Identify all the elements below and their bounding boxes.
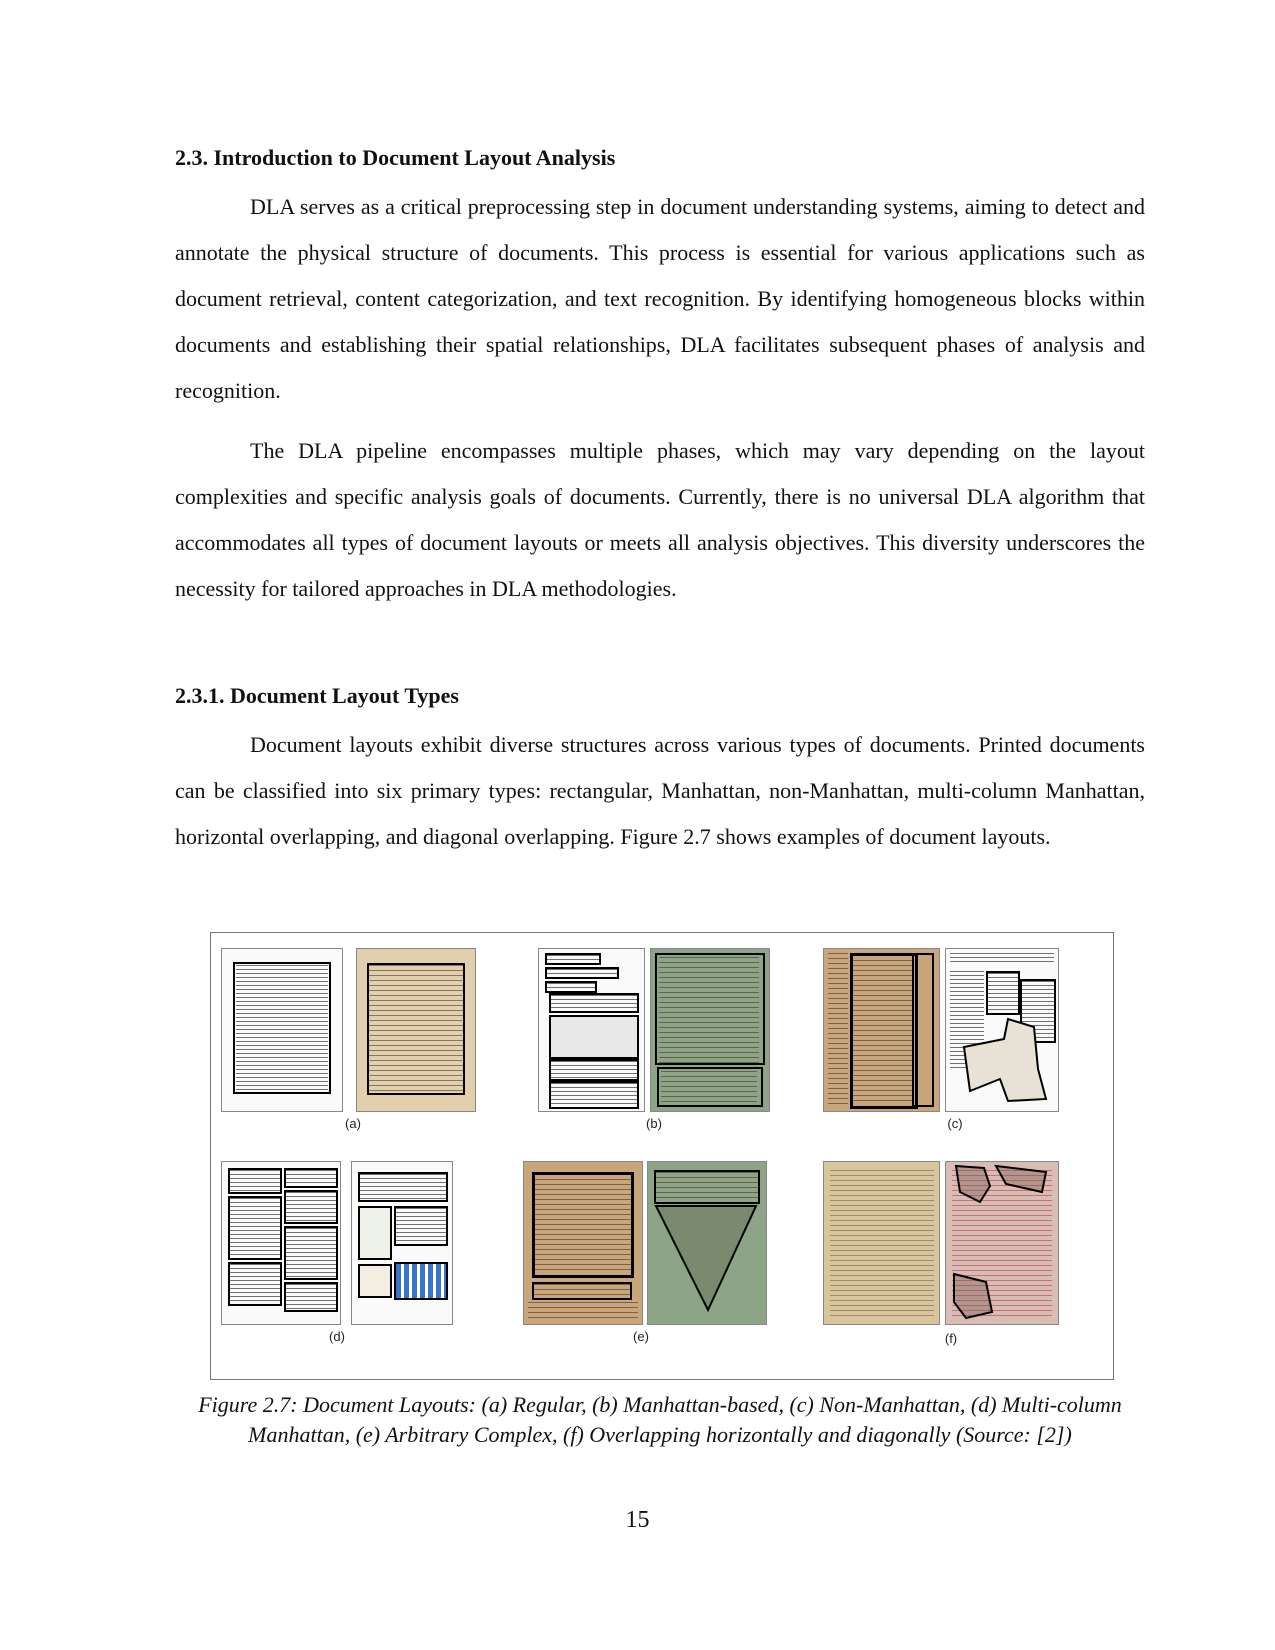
panel-c-irregular-region (946, 949, 1058, 1111)
panel-b-label: (b) (646, 1116, 662, 1131)
panel-e (523, 1161, 783, 1366)
panel-e-manuscript-page-2 (647, 1161, 767, 1325)
panel-f-manuscript-page-2 (945, 1161, 1059, 1325)
panel-c-label: (c) (947, 1116, 963, 1131)
panel-c-newspaper-page (945, 948, 1059, 1112)
panel-d-page-1 (221, 1161, 341, 1325)
panel-f-overlap-regions (946, 1162, 1058, 1324)
layout-examples-figure (210, 932, 1114, 1380)
panel-a-printed-page (221, 948, 343, 1112)
panel-b (538, 948, 793, 1148)
panel-c (823, 948, 1083, 1148)
panel-d-label: (d) (329, 1329, 345, 1344)
panel-a-label: (a) (345, 1116, 361, 1131)
panel-a (221, 948, 476, 1148)
panel-d (221, 1161, 481, 1366)
panel-f-label: (f) (944, 1331, 958, 1346)
panel-c-manuscript-page (823, 948, 940, 1112)
panel-f-manuscript-page-1 (823, 1161, 940, 1325)
panel-d-page-2 (351, 1161, 453, 1325)
panel-f (823, 1161, 1083, 1366)
figure-caption: Figure 2.7: Document Layouts: (a) Regular, (b) Manhattan-based, (c) Non-Manhattan, (d) Multi-column Manhattan, (e) Arbitrary Complex, (f) Overlapping horizontally and diagonally (Source: [2]) (198, 1392, 1122, 1447)
panel-b-manuscript-page (650, 948, 770, 1112)
subsection-heading: 2.3.1. Document Layout Types (175, 683, 459, 708)
panel-e-manuscript-page-1 (523, 1161, 643, 1325)
panel-e-label: (e) (633, 1329, 649, 1344)
panel-a-manuscript-page (356, 948, 476, 1112)
panel-b-printed-page (538, 948, 645, 1112)
panel-e-triangular-region (648, 1162, 766, 1324)
page-number: 15 (625, 1507, 650, 1533)
panel-d-bar-chart (394, 1262, 448, 1300)
section-paragraph-1: DLA serves as a critical preprocessing step in document understanding systems, aiming to detect and annotate the physical structure of documents. This process is essential for various applications such as document retrieval, content categorization, and text recognition. By identifying homogeneous blocks within documents and establishing their spatial relationships, DLA facilitates subsequent phases of analysis and recognition. (175, 194, 1145, 403)
section-heading: 2.3. Introduction to Document Layout Analysis (175, 145, 616, 170)
section-paragraph-2: The DLA pipeline encompasses multiple phases, which may vary depending on the layout complexities and specific analysis goals of documents. Currently, there is no universal DLA algorithm that accommodates all types of document layouts or meets all analysis objectives. This diversity underscores the necessity for tailored approaches in DLA methodologies. (175, 438, 1145, 601)
subsection-paragraph: Document layouts exhibit diverse structures across various types of documents. Printed documents can be classified into six primary types: rectangular, Manhattan, non-Manhattan, multi-column Manhattan, horizontal overlapping, and diagonal overlapping. Figure 2.7 shows examples of document layouts. (175, 732, 1145, 849)
